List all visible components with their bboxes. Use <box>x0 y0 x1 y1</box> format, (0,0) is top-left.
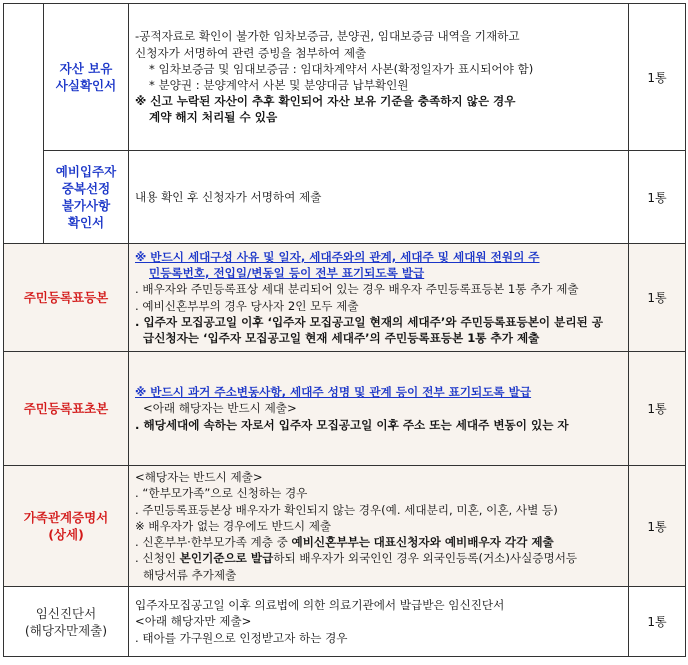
documents-table <box>3 3 686 657</box>
family-label-line1: 가족관계증명서 <box>23 510 109 525</box>
family-label <box>4 466 129 587</box>
resident-content <box>129 244 629 352</box>
abstract-qty: 1통 <box>629 352 686 466</box>
family-line-7: 해당서류 추가제출 <box>143 567 237 582</box>
prelim-line: 내용 확인 후 신청자가 서명하여 제출 <box>135 189 322 204</box>
row-resident-registration <box>4 244 686 352</box>
resident-note-line-2: 민등록번호, 전입일/변동일 등이 전부 표기되도록 발급 <box>149 266 425 281</box>
row-prelim-confirmation <box>4 151 686 244</box>
preg-qty: 1통 <box>629 587 686 657</box>
family-line-2: . “한부모가족”으로 신청하는 경우 <box>135 486 308 501</box>
preg-line-1: 입주자모집공고일 이후 의료법에 의한 의료기관에서 발급받은 임신진단서 <box>135 598 505 613</box>
group-empty-cell <box>4 4 44 244</box>
preg-line-2: <아래 해당자만 제출> <box>135 614 252 629</box>
prelim-label-line4: 확인서 <box>67 215 105 230</box>
family-line-5 <box>135 534 624 550</box>
family-line-5-c: 대표신청자와 예비배우자 각각 제출 <box>373 535 554 550</box>
preg-label-line1: 임신진단서 <box>35 605 97 621</box>
resident-qty: 1통 <box>629 244 686 352</box>
resident-line-5: . 입주자 모집공고일 이후 ‘입주자 모집공고일 현재의 세대주’와 주민등록표등본이 분리된 공 <box>135 314 603 329</box>
family-line-3: . 주민등록표등본상 배우자가 확인되지 않는 경우(예. 세대분리, 미혼, 이혼, 사별 등) <box>135 502 558 517</box>
family-line-6-a: . 신청인 <box>135 551 176 566</box>
asset-line-1: -공적자료로 확인이 불가한 임차보증금, 분양권, 임대보증금 내역을 기재하고 <box>135 29 520 44</box>
asset-note-line-1: ※ 신고 누락된 자산이 추후 확인되어 자산 보유 기준을 충족하지 않은 경우 <box>135 94 516 109</box>
preg-content <box>129 587 629 657</box>
family-line-4: ※ 배우자가 없는 경우에도 반드시 제출 <box>135 518 332 533</box>
abstract-note-line: ※ 반드시 과거 주소변동사항, 세대주 성명 및 관계 등이 전부 표기되도록 발급 <box>135 385 532 400</box>
preg-label-line2: (해당자만제출) <box>24 622 108 638</box>
family-line-1: <해당자는 반드시 제출> <box>135 470 263 485</box>
resident-label: 주민등록표등본 <box>4 244 129 352</box>
asset-line-3: * 임차보증금 및 임대보증금 : 임대차계약서 사본(확정일자가 표시되어야 함) <box>149 61 534 76</box>
family-line-6 <box>135 550 624 566</box>
preg-label <box>4 587 129 657</box>
row-family-certificate <box>4 466 686 587</box>
prelim-content <box>129 151 629 244</box>
asset-content <box>129 4 629 151</box>
resident-note-line-1: ※ 반드시 세대구성 사유 및 일자, 세대주와의 관계, 세대주 및 세대원 전원의 주 <box>135 249 540 264</box>
family-line-5-a: . 신혼부부·한부모가족 계층 중 <box>135 535 288 550</box>
asset-label-line1: 자산 보유 <box>59 61 113 76</box>
asset-line-4: * 분양권 : 분양계약서 사본 및 분양대금 납부확인원 <box>149 78 409 92</box>
resident-line-6: 급신청자는 ‘입주자 모집공고일 현재 세대주’의 주민등록표등본 1통 추가 제출 <box>143 330 540 345</box>
prelim-label-line2: 중복선정 <box>61 181 111 196</box>
asset-qty: 1통 <box>629 4 686 151</box>
family-line-6-b: 본인기준으로 발급 <box>179 551 274 566</box>
asset-label-line2: 사실확인서 <box>55 78 117 93</box>
row-asset-confirmation <box>4 4 686 151</box>
prelim-label-line1: 예비입주자 <box>55 164 117 179</box>
abstract-content <box>129 352 629 466</box>
row-pregnancy-certificate <box>4 587 686 657</box>
prelim-label <box>44 151 129 244</box>
asset-note-line-2: 계약 해지 처리될 수 있음 <box>149 110 278 125</box>
row-resident-abstract <box>4 352 686 466</box>
family-content <box>129 466 629 587</box>
preg-line-3: . 태아를 가구원으로 인정받고자 하는 경우 <box>135 630 348 645</box>
resident-line-3: . 배우자와 주민등록표상 세대 분리되어 있는 경우 배우자 주민등록표등본 1통 추가 제출 <box>135 282 579 297</box>
asset-line-2: 신청자가 서명하여 관련 증빙을 첨부하여 제출 <box>135 45 367 60</box>
asset-label <box>44 4 129 151</box>
prelim-label-line3: 불가사항 <box>61 198 111 213</box>
abstract-line-3: . 해당세대에 속하는 자로서 입주자 모집공고일 이후 주소 또는 세대주 변동이 있는 자 <box>135 417 569 432</box>
abstract-label: 주민등록표초본 <box>4 352 129 466</box>
family-qty: 1통 <box>629 466 686 587</box>
abstract-line-2: <아래 해당자는 반드시 제출> <box>143 401 297 416</box>
prelim-qty: 1통 <box>629 151 686 244</box>
family-label-line2: (상세) <box>48 527 84 542</box>
resident-line-4: . 예비신혼부부의 경우 당사자 2인 모두 제출 <box>135 298 359 313</box>
family-line-5-b: 예비신혼부부는 <box>291 535 370 550</box>
family-line-6-c: 하되 배우자가 외국인인 경우 외국인등록(거소)사실증명서등 <box>273 551 578 566</box>
